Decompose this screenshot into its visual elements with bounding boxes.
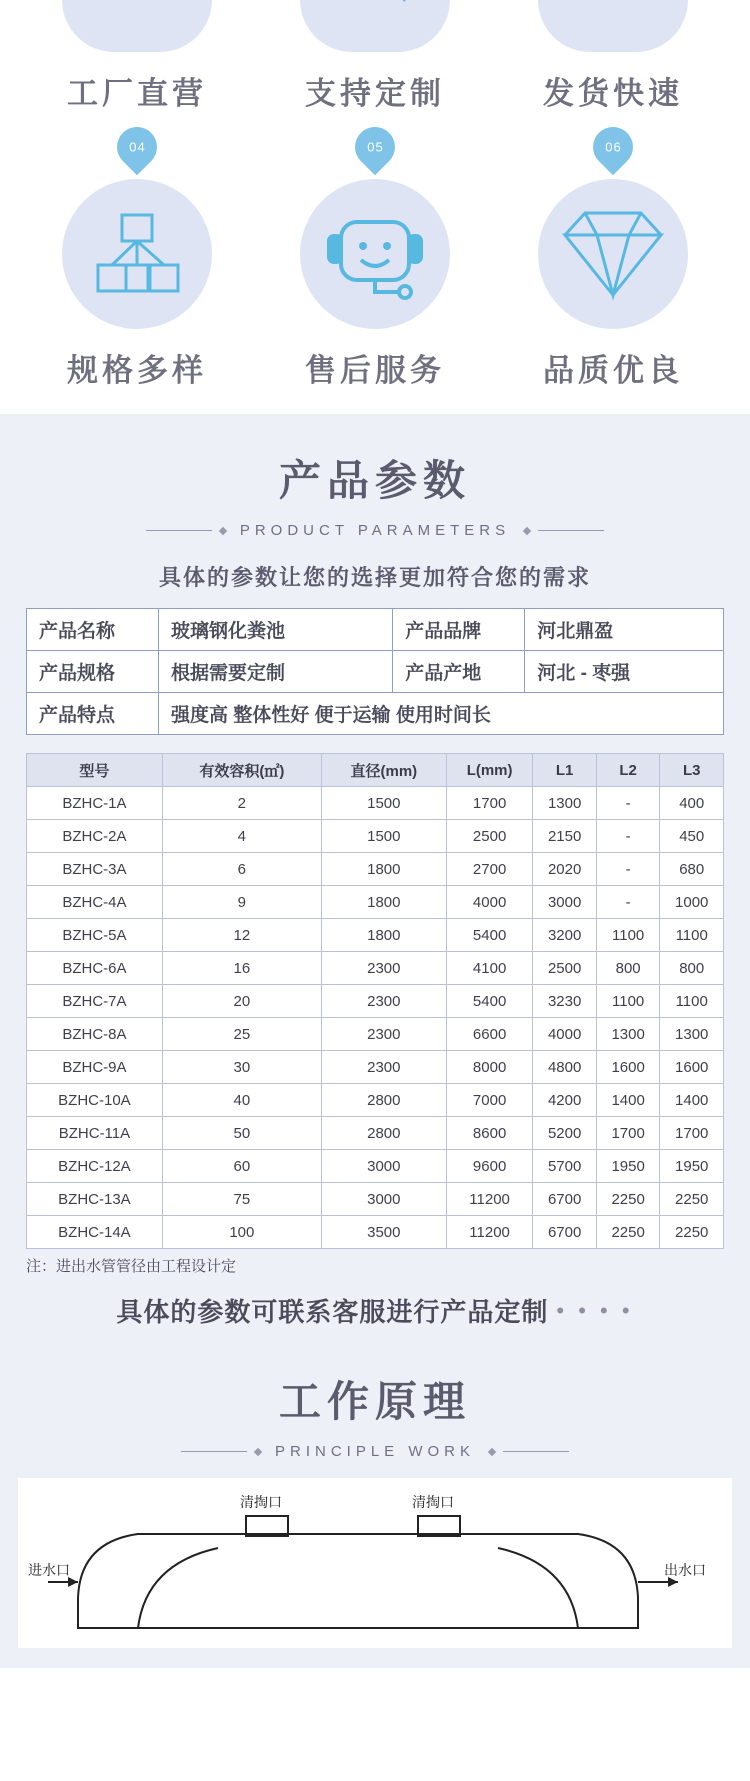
table-row [27, 886, 724, 919]
table-cell: 5200 [533, 1117, 597, 1150]
table-cell: 5700 [533, 1150, 597, 1183]
table-cell: 6700 [533, 1183, 597, 1216]
spec-value: 河北 - 枣强 [525, 651, 724, 693]
headset-support-icon [300, 179, 450, 329]
diagram-label-outlet: 出水口 [664, 1562, 706, 1578]
table-cell: 1100 [596, 985, 660, 1018]
table-cell: 2300 [321, 1018, 446, 1051]
principle-subtitle-text: PRINCIPLE WORK [274, 1443, 476, 1460]
feature-title: 工厂直营 [67, 76, 207, 111]
table-cell: 2300 [321, 952, 446, 985]
column-header: 直径(mm) [321, 754, 446, 787]
badge-cell [26, 113, 248, 179]
step-badge-05 [347, 119, 404, 176]
customization-callout [0, 1292, 750, 1351]
table-cell: 1000 [660, 886, 724, 919]
column-header: 有效容积(㎡) [162, 754, 321, 787]
table-cell: 2250 [660, 1216, 724, 1249]
table-cell: 16 [162, 952, 321, 985]
table-cell: 25 [162, 1018, 321, 1051]
table-cell: 2 [162, 787, 321, 820]
table-cell: 100 [162, 1216, 321, 1249]
badge-label: 05 [366, 139, 384, 155]
divider-line-left [146, 530, 212, 531]
diamond-quality-icon [538, 179, 688, 329]
feature-item-factory [26, 0, 248, 113]
table-cell: 2700 [446, 853, 533, 886]
table-cell: 1300 [533, 787, 597, 820]
table-cell: 1500 [321, 820, 446, 853]
table-row [27, 1216, 724, 1249]
table-cell: 3500 [321, 1216, 446, 1249]
table-cell: 4200 [533, 1084, 597, 1117]
badge-label: 06 [604, 139, 622, 155]
table-cell: 5400 [446, 919, 533, 952]
table-cell: - [596, 787, 660, 820]
column-header: L3 [660, 754, 724, 787]
feature-title: 发货快速 [543, 76, 683, 111]
badge-cell [264, 113, 486, 179]
table-row [27, 693, 724, 735]
table-cell: BZHC-5A [27, 919, 163, 952]
features-bottom-row [0, 179, 750, 390]
table-cell: 2800 [321, 1117, 446, 1150]
custom-pen-icon [300, 0, 450, 52]
table-cell: 3200 [533, 919, 597, 952]
table-cell: 4 [162, 820, 321, 853]
divider-diamond-left [254, 1447, 262, 1455]
table-cell: 60 [162, 1150, 321, 1183]
feature-item-quality [502, 179, 724, 390]
table-cell: 11200 [446, 1183, 533, 1216]
table-cell: BZHC-8A [27, 1018, 163, 1051]
feature-title: 支持定制 [305, 76, 445, 111]
table-row [27, 1051, 724, 1084]
spec-label: 产品产地 [393, 651, 525, 693]
divider-line-right [538, 530, 604, 531]
badge-row [0, 113, 750, 179]
spec-value: 河北鼎盈 [525, 609, 724, 651]
principle-subtitle [0, 1443, 750, 1460]
table-row [27, 1084, 724, 1117]
table-row [27, 1117, 724, 1150]
table-cell: 40 [162, 1084, 321, 1117]
model-spec-table [26, 753, 724, 1249]
step-badge-04 [109, 119, 166, 176]
table-cell: 2500 [533, 952, 597, 985]
feature-item-specifications [26, 179, 248, 390]
table-cell: 30 [162, 1051, 321, 1084]
table-cell: 1100 [596, 919, 660, 952]
table-cell: 2500 [446, 820, 533, 853]
table-cell: BZHC-6A [27, 952, 163, 985]
table-row [27, 952, 724, 985]
features-top-row [0, 0, 750, 113]
table-row [27, 1183, 724, 1216]
table-cell: 7000 [446, 1084, 533, 1117]
table-row [27, 787, 724, 820]
spec-label: 产品名称 [27, 609, 159, 651]
table-cell: 9 [162, 886, 321, 919]
table-cell: 3000 [533, 886, 597, 919]
table-cell: - [596, 853, 660, 886]
table-cell: 3000 [321, 1183, 446, 1216]
divider-diamond-left [219, 526, 227, 534]
divider-line-right [503, 1451, 569, 1452]
customization-text: 具体的参数可联系客服进行产品定制 [116, 1297, 549, 1327]
product-parameters-section [0, 414, 750, 1351]
table-cell: 2800 [321, 1084, 446, 1117]
table-row [27, 985, 724, 1018]
septic-tank-diagram [18, 1478, 732, 1648]
feature-item-custom [264, 0, 486, 113]
step-badge-06 [585, 119, 642, 176]
table-cell: 1800 [321, 919, 446, 952]
customization-dots: • • • • [556, 1297, 634, 1323]
table-cell: 9600 [446, 1150, 533, 1183]
spec-value: 根据需要定制 [159, 651, 393, 693]
table-cell: 1800 [321, 886, 446, 919]
specifications-icon [62, 179, 212, 329]
table-cell: 3230 [533, 985, 597, 1018]
principle-section [0, 1351, 750, 1668]
table-cell: 1700 [660, 1117, 724, 1150]
table-cell: 450 [660, 820, 724, 853]
spec-value: 强度高 整体性好 便于运输 使用时间长 [159, 693, 724, 735]
feature-title: 售后服务 [305, 353, 445, 388]
table-cell: - [596, 886, 660, 919]
table-cell: - [596, 820, 660, 853]
table-cell: BZHC-13A [27, 1183, 163, 1216]
table-row [27, 1018, 724, 1051]
table-cell: BZHC-11A [27, 1117, 163, 1150]
table-cell: 800 [660, 952, 724, 985]
table-cell: 11200 [446, 1216, 533, 1249]
table-cell: 2300 [321, 985, 446, 1018]
table-cell: 1400 [596, 1084, 660, 1117]
table-cell: 1700 [596, 1117, 660, 1150]
table-cell: 1300 [660, 1018, 724, 1051]
table-cell: 20 [162, 985, 321, 1018]
features-section [0, 0, 750, 414]
table-row [27, 1150, 724, 1183]
table-row [27, 651, 724, 693]
column-header: L2 [596, 754, 660, 787]
badge-label: 04 [128, 139, 146, 155]
column-header: L1 [533, 754, 597, 787]
diagram-label-clean2: 清掏口 [412, 1494, 454, 1510]
spec-summary-table [26, 608, 724, 735]
table-cell: 680 [660, 853, 724, 886]
table-cell: 6700 [533, 1216, 597, 1249]
table-cell: 4000 [446, 886, 533, 919]
diagram-label-inlet: 进水口 [28, 1562, 70, 1578]
table-row [27, 820, 724, 853]
diagram-label-clean1: 清掏口 [240, 1494, 282, 1510]
table-cell: BZHC-4A [27, 886, 163, 919]
table-cell: 1700 [446, 787, 533, 820]
column-header: 型号 [27, 754, 163, 787]
table-cell: BZHC-14A [27, 1216, 163, 1249]
table-cell: 2300 [321, 1051, 446, 1084]
table-cell: 2150 [533, 820, 597, 853]
table-cell: 1950 [660, 1150, 724, 1183]
table-cell: 4100 [446, 952, 533, 985]
parameters-description: 具体的参数让您的选择更加符合您的需求 [158, 565, 591, 590]
spec-label: 产品品牌 [393, 609, 525, 651]
table-cell: 1100 [660, 919, 724, 952]
table-cell: 1500 [321, 787, 446, 820]
table-cell: 1400 [660, 1084, 724, 1117]
table-cell: 800 [596, 952, 660, 985]
table-cell: BZHC-9A [27, 1051, 163, 1084]
table-cell: 1950 [596, 1150, 660, 1183]
table-cell: BZHC-2A [27, 820, 163, 853]
feature-title: 规格多样 [67, 353, 207, 388]
table-row [27, 853, 724, 886]
table-cell: 2250 [596, 1183, 660, 1216]
table-note: 注：进出水管管径由工程设计定 [26, 1258, 237, 1275]
table-cell: BZHC-12A [27, 1150, 163, 1183]
section-subtitle [0, 522, 750, 539]
section-subtitle-text: PRODUCT PARAMETERS [239, 522, 511, 539]
table-cell: 2250 [596, 1216, 660, 1249]
table-cell: 1600 [596, 1051, 660, 1084]
fast-delivery-icon [538, 0, 688, 52]
feature-item-delivery [502, 0, 724, 113]
column-header: L(mm) [446, 754, 533, 787]
divider-diamond-right [488, 1447, 496, 1455]
model-table-body [27, 787, 724, 1249]
table-cell: 75 [162, 1183, 321, 1216]
table-row [27, 609, 724, 651]
factory-icon [62, 0, 212, 52]
spec-label: 产品特点 [27, 693, 159, 735]
table-cell: 1600 [660, 1051, 724, 1084]
table-cell: 4800 [533, 1051, 597, 1084]
table-cell: 4000 [533, 1018, 597, 1051]
table-cell: 50 [162, 1117, 321, 1150]
feature-title: 品质优良 [543, 353, 683, 388]
badge-cell [502, 113, 724, 179]
divider-diamond-right [523, 526, 531, 534]
table-cell: 2250 [660, 1183, 724, 1216]
feature-item-support [264, 179, 486, 390]
table-cell: BZHC-7A [27, 985, 163, 1018]
table-cell: 3000 [321, 1150, 446, 1183]
section-title: 产品参数 [278, 457, 471, 504]
table-cell: 1300 [596, 1018, 660, 1051]
divider-line-left [181, 1451, 247, 1452]
table-cell: BZHC-3A [27, 853, 163, 886]
table-cell: BZHC-10A [27, 1084, 163, 1117]
spec-value: 玻璃钢化粪池 [159, 609, 393, 651]
table-cell: 1100 [660, 985, 724, 1018]
table-cell: 400 [660, 787, 724, 820]
table-cell: 1800 [321, 853, 446, 886]
diagram-drawing [18, 1478, 732, 1648]
table-cell: 8000 [446, 1051, 533, 1084]
table-cell: 2020 [533, 853, 597, 886]
table-cell: 6 [162, 853, 321, 886]
principle-title: 工作原理 [278, 1378, 471, 1425]
table-cell: 6600 [446, 1018, 533, 1051]
table-cell: 5400 [446, 985, 533, 1018]
spec-label: 产品规格 [27, 651, 159, 693]
table-cell: BZHC-1A [27, 787, 163, 820]
table-header-row [27, 754, 724, 787]
table-cell: 12 [162, 919, 321, 952]
table-cell: 8600 [446, 1117, 533, 1150]
table-row [27, 919, 724, 952]
